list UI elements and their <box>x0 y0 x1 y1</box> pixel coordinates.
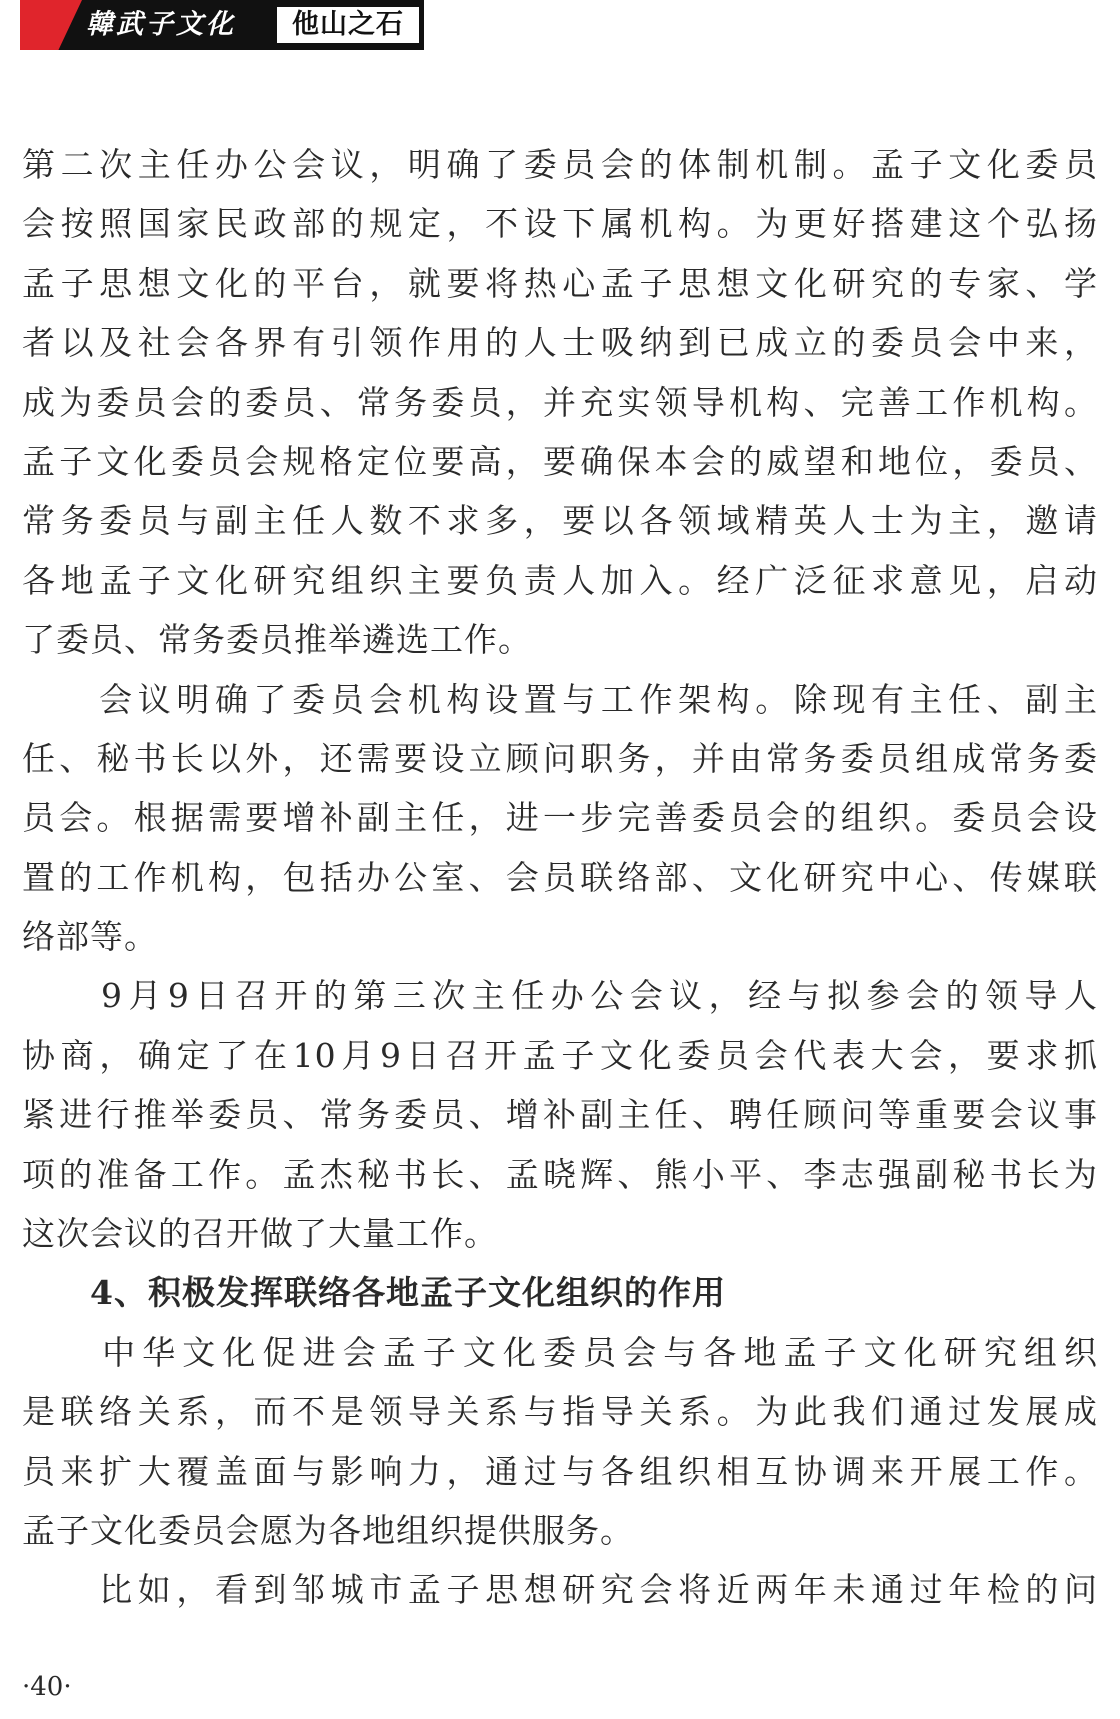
text-line: 9月9日召开的第三次主任办公会议，经与拟参会的领导人 <box>22 976 1098 1016</box>
text-line: 会按照国家民政部的规定，不设下属机构。为更好搭建这个弘扬 <box>22 204 1098 244</box>
page-number: ·40· <box>22 1672 72 1702</box>
text-line: 任、秘书长以外，还需要设立顾问职务，并由常务委员组成常务委 <box>22 738 1098 778</box>
text-line: 各地孟子文化研究组织主要负责人加入。经广泛征求意见，启动 <box>22 560 1098 600</box>
article-body <box>22 135 1098 1620</box>
text-line: 中华文化促进会孟子文化委员会与各地孟子文化研究组织 <box>22 1332 1098 1372</box>
text-line: 孟子思想文化的平台，就要将热心孟子思想文化研究的专家、学 <box>22 263 1098 303</box>
text-line: 这次会议的召开做了大量工作。 <box>22 1214 498 1254</box>
text-line: 成为委员会的委员、常务委员，并充实领导机构、完善工作机构。 <box>22 382 1098 422</box>
text-line: 第二次主任办公会议，明确了委员会的体制机制。孟子文化委员 <box>22 145 1098 184</box>
text-line: 常务委员与副主任人数不求多，要以各领域精英人士为主，邀请 <box>22 501 1098 541</box>
text-line: 了委员、常务委员推举遴选工作。 <box>22 620 532 660</box>
section-badge: 他山之石 <box>275 5 421 45</box>
series-name: 韓武子文化 <box>86 9 236 40</box>
text-line: 员来扩大覆盖面与影响力，通过与各组织相互协调来开展工作。 <box>22 1451 1098 1491</box>
text-line: 是联络关系，而不是领导关系与指导关系。为此我们通过发展成 <box>22 1392 1098 1432</box>
section-heading: 4、积极发挥联络各地孟子文化组织的作用 <box>22 1273 726 1313</box>
text-line: 员会。根据需要增补副主任，进一步完善委员会的组织。委员会设 <box>22 798 1098 838</box>
text-line: 项的准备工作。孟杰秘书长、孟晓辉、熊小平、李志强副秘书长为 <box>22 1154 1098 1194</box>
text-line: 紧进行推举委员、常务委员、增补副主任、聘任顾问等重要会议事 <box>22 1095 1098 1135</box>
text-line: 络部等。 <box>22 917 158 957</box>
text-line: 协商，确定了在10月9日召开孟子文化委员会代表大会，要求抓 <box>22 1035 1098 1075</box>
text-line: 置的工作机构，包括办公室、会员联络部、文化研究中心、传媒联 <box>22 857 1098 897</box>
text-line: 孟子文化委员会规格定位要高，要确保本会的威望和地位，委员、 <box>22 441 1098 481</box>
text-line: 比如，看到邹城市孟子思想研究会将近两年未通过年检的问 <box>22 1570 1098 1610</box>
text-line: 会议明确了委员会机构设置与工作架构。除现有主任、副主 <box>22 679 1098 719</box>
text-line: 者以及社会各界有引领作用的人士吸纳到已成立的委员会中来， <box>22 323 1098 363</box>
text-line: 孟子文化委员会愿为各地组织提供服务。 <box>22 1510 634 1550</box>
